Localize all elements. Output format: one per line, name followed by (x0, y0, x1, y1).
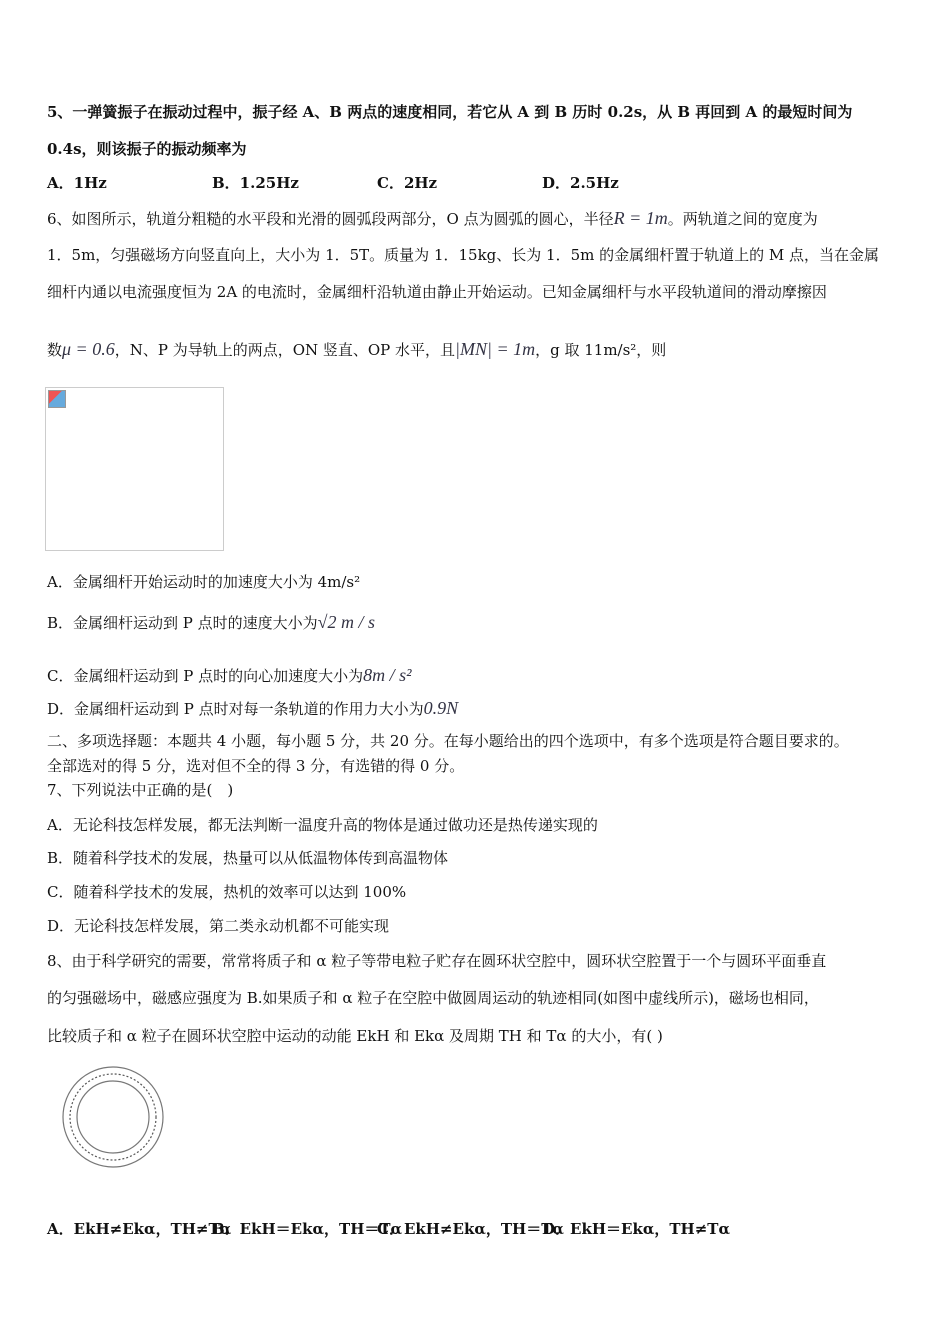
q5-stem-line2: 0.4s，则该振子的振动频率为 (47, 140, 247, 158)
text: ，g 取 11m/s²，则 (535, 341, 667, 359)
outer-ring (63, 1067, 163, 1167)
text: 6、如图所示，轨道分粗糙的水平段和光滑的圆弧段两部分，O 点为圆弧的圆心，半径 (47, 210, 614, 228)
q5-option-a: A．1Hz (47, 174, 107, 192)
formula: 0.9N (423, 698, 459, 718)
q7-option-c: C．随着科学技术的发展，热机的效率可以达到 100% (47, 883, 407, 901)
text: ，N、P 为导轨上的两点，ON 竖直、OP 水平，且 (114, 341, 456, 359)
q6-option-c (47, 665, 412, 686)
ring-cavity-figure (58, 1062, 168, 1172)
text: D．金属细杆运动到 P 点时对每一条轨道的作用力大小为 (47, 700, 424, 718)
q5-option-d: D．2.5Hz (542, 174, 619, 192)
q6-option-b (47, 612, 375, 633)
q7-option-b: B．随着科学技术的发展，热量可以从低温物体传到高温物体 (47, 849, 449, 867)
text: 。两轨道之间的宽度为 (667, 210, 818, 228)
text: C．金属细杆运动到 P 点时的向心加速度大小为 (47, 667, 364, 685)
inner-ring (77, 1081, 149, 1153)
radius-formula: R = 1m (613, 208, 668, 228)
q8-option-b: B．EkH＝Ekα，TH＝Tα (212, 1220, 403, 1238)
broken-image-icon (48, 390, 66, 408)
q5-option-b: B．1.25Hz (212, 174, 299, 192)
q8-option-a: A．EkH≠Ekα，TH≠Tα (47, 1220, 232, 1238)
section2-heading-line2: 全部选对的得 5 分，选对但不全的得 3 分，有选错的得 0 分。 (47, 757, 465, 775)
q5-option-c: C．2Hz (377, 174, 438, 192)
q7-option-d: D．无论科技怎样发展，第二类永动机都不可能实现 (47, 917, 390, 935)
formula: √2 m / s (317, 612, 376, 632)
q5-options (47, 173, 619, 193)
q8-options (47, 1219, 730, 1239)
section2-heading-line1: 二、多项选择题：本题共 4 小题，每小题 5 分，共 20 分。在每小题给出的四个选项中，有多个选项是符合题目要求的。 (47, 732, 849, 750)
q8-stem-line3: 比较质子和 α 粒子在圆环状空腔中运动的动能 EkH 和 Ekα 及周期 TH 和 Tα 的大小，有( ) (47, 1027, 663, 1045)
formula: 8m / s² (363, 665, 412, 685)
q6-figure-broken-image (45, 387, 224, 551)
q6-option-a: A．金属细杆开始运动时的加速度大小为 4m/s² (47, 573, 361, 591)
q8-stem-line2: 的匀强磁场中，磁感应强度为 B.如果质子和 α 粒子在空腔中做圆周运动的轨迹相同(如图中虚线所示)，磁场也相同， (47, 989, 819, 1007)
text: B．金属细杆运动到 P 点时的速度大小为 (47, 614, 318, 632)
q6-option-d (47, 698, 458, 719)
dashed-trajectory (70, 1074, 156, 1160)
q8-stem-line1: 8、由于科学研究的需要，常常将质子和 α 粒子等带电粒子贮存在圆环状空腔中，圆环状空腔置于一个与圆环平面垂直 (47, 952, 827, 970)
q6-stem-line4 (47, 339, 666, 360)
q6-stem-line1 (47, 208, 818, 229)
q8-option-c: C．EkH≠Ekα，TH＝Tα (377, 1220, 564, 1238)
friction-formula: μ = 0.6 (62, 339, 115, 359)
text: 数 (47, 341, 63, 359)
q6-stem-line3: 细杆内通以电流强度恒为 2A 的电流时，金属细杆沿轨道由静止开始运动。已知金属细杆与水平段轨道间的滑动摩擦因 (47, 283, 827, 301)
q8-option-d: D．EkH＝Ekα，TH≠Tα (542, 1220, 730, 1238)
q7-stem: 7、下列说法中正确的是( ) (47, 781, 234, 799)
q6-stem-line2: 1．5m，匀强磁场方向竖直向上，大小为 1．5T。质量为 1．15kg、长为 1．5m 的金属细杆置于轨道上的 M 点，当在金属 (47, 246, 880, 264)
mn-formula: |MN| = 1m (455, 339, 536, 359)
q5-stem-line1: 5、一弹簧振子在振动过程中，振子经 A、B 两点的速度相同，若它从 A 到 B 历时 0.2s，从 B 再回到 A 的最短时间为 (47, 103, 853, 121)
q7-option-a: A．无论科技怎样发展，都无法判断一温度升高的物体是通过做功还是热传递实现的 (47, 816, 598, 834)
